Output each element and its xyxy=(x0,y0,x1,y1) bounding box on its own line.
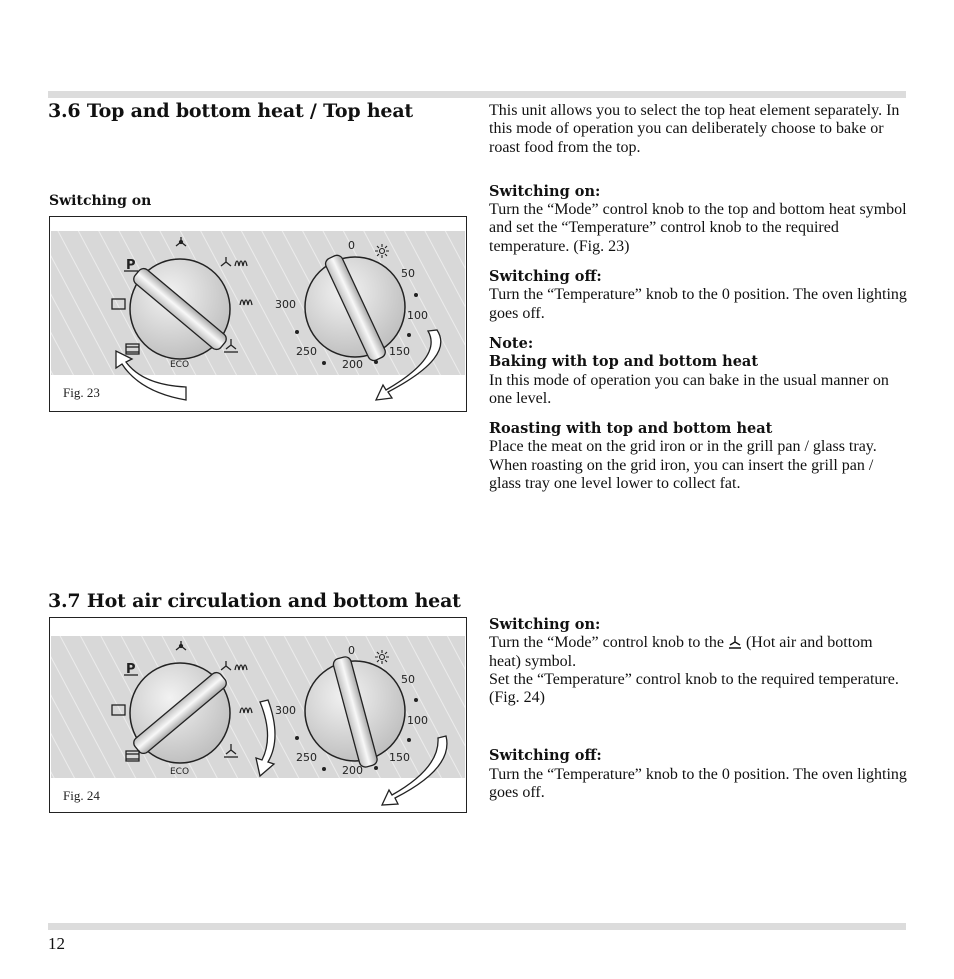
roasting-block xyxy=(489,420,907,493)
mode-knob[interactable] xyxy=(130,259,230,359)
temp-50: 50 xyxy=(401,267,415,280)
switching-on-text-37b: (Hot air and bottom heat) symbol. xyxy=(489,634,873,670)
switching-off-block xyxy=(489,268,907,323)
bottom-rule xyxy=(48,923,906,930)
temp-150: 150 xyxy=(389,345,410,358)
figure-23-illustration xyxy=(50,217,466,411)
switching-on-block-37 xyxy=(489,616,907,707)
switching-on-text-37a: Turn the “Mode” control knob to the xyxy=(489,634,724,652)
switching-off-title: Switching off: xyxy=(489,268,602,286)
eco-label: ECO xyxy=(170,767,190,777)
temp-0: 0 xyxy=(348,239,355,252)
roasting-text: Place the meat on the grid iron or in the grill pan / glass tray. When roasting on the grid iron, you can insert the grill pan / glass tray one level lower to collect fat. xyxy=(489,438,877,493)
temp-250: 250 xyxy=(296,345,317,358)
switching-on-title-37: Switching on: xyxy=(489,616,601,633)
switching-on-label: Switching on xyxy=(49,193,152,209)
temp-300: 300 xyxy=(275,298,296,311)
figure-24-caption: Fig. 24 xyxy=(63,788,100,803)
figure-23-caption: Fig. 23 xyxy=(63,385,100,400)
temp-150: 150 xyxy=(389,751,410,764)
section-3-6-heading: 3.6 Top and bottom heat / Top heat xyxy=(48,100,414,122)
figure-24-illustration xyxy=(50,618,466,812)
temp-300: 300 xyxy=(275,704,296,717)
figure-24 xyxy=(49,617,467,813)
top-rule xyxy=(48,91,906,98)
temp-250: 250 xyxy=(296,751,317,764)
temp-100: 100 xyxy=(407,309,428,322)
fan-bottom-heat-icon xyxy=(728,635,742,649)
temp-50: 50 xyxy=(401,673,415,686)
svg-text:P: P xyxy=(126,258,136,273)
temp-200: 200 xyxy=(342,764,363,777)
note-title: Note: xyxy=(489,334,534,352)
intro-paragraph: This unit allows you to select the top heat element separately. In this mode of operation you can deliberately choose to bake or roast food from the top. xyxy=(489,102,900,156)
switching-on-text: Turn the “Mode” control knob to the top and bottom heat symbol and set the “Temperature” control knob to the required temperature. (Fig. 23) xyxy=(489,201,907,255)
figure-23 xyxy=(49,216,467,412)
section-3-6-text xyxy=(489,102,907,505)
switching-off-block-37 xyxy=(489,747,907,802)
switching-off-title-37: Switching off: xyxy=(489,747,602,765)
switching-off-text: Turn the “Temperature” knob to the 0 position. The oven lighting goes off. xyxy=(489,286,907,322)
switching-on-text-37c: Set the “Temperature” control knob to the required temperature. (Fig. 24) xyxy=(489,670,899,707)
mode-knob[interactable] xyxy=(130,663,230,763)
temp-200: 200 xyxy=(342,358,363,371)
eco-label: ECO xyxy=(170,360,190,370)
switching-on-block xyxy=(489,183,907,256)
page-number: 12 xyxy=(48,934,65,953)
section-3-7-text xyxy=(489,616,907,814)
baking-title: Baking with top and bottom heat xyxy=(489,353,759,371)
note-block xyxy=(489,335,907,408)
svg-text:P: P xyxy=(126,662,136,677)
switching-off-text-37: Turn the “Temperature” knob to the 0 position. The oven lighting goes off. xyxy=(489,765,907,802)
roasting-title: Roasting with top and bottom heat xyxy=(489,420,773,438)
baking-text: In this mode of operation you can bake in the usual manner on one level. xyxy=(489,371,889,407)
section-3-7-heading: 3.7 Hot air circulation and bottom heat xyxy=(48,590,461,612)
temp-100: 100 xyxy=(407,714,428,727)
temp-0: 0 xyxy=(348,644,355,657)
switching-on-title: Switching on: xyxy=(489,182,601,200)
